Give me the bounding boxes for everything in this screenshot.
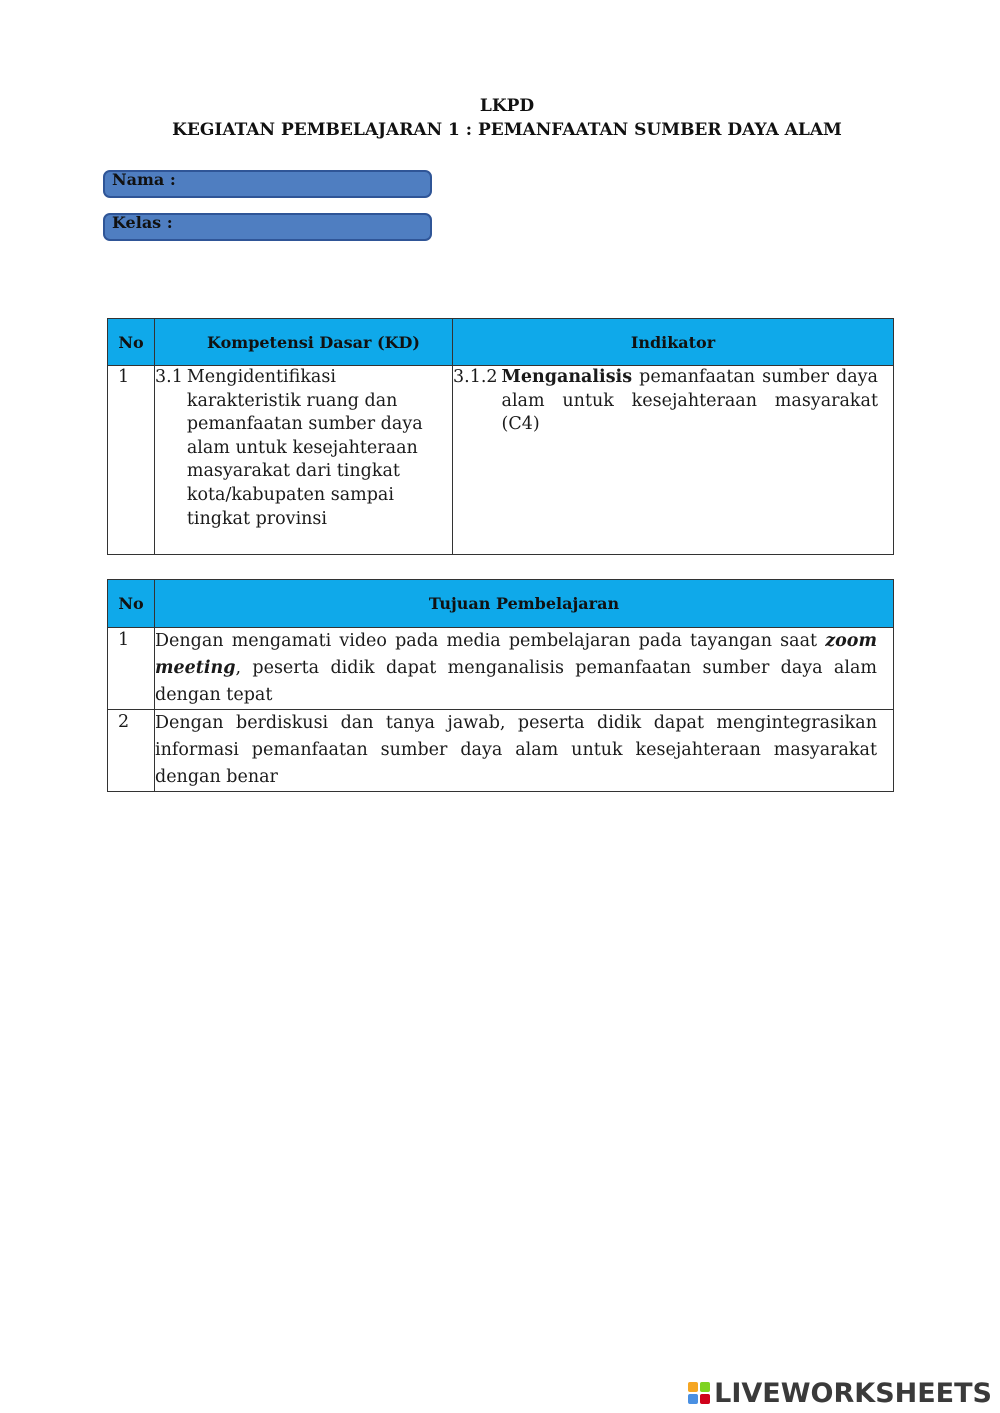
logo-square bbox=[688, 1394, 698, 1404]
tp-row-text: Dengan berdiskusi dan tanya jawab, peserta didik dapat mengintegrasikan informasi pemanfaatan sumber daya alam untuk kesejahteraan masyarakat dengan benar bbox=[155, 710, 894, 792]
indikator-rest: pemanfaatan sumber daya alam untuk kesejahteraan masyarakat (C4) bbox=[501, 367, 878, 435]
table-row bbox=[108, 628, 894, 710]
page-subtitle: KEGIATAN PEMBELAJARAN 1 : PEMANFAATAN SUMBER DAYA ALAM bbox=[172, 120, 842, 140]
indikator-cell bbox=[453, 366, 894, 555]
kd-text: Mengidentifikasi karakteristik ruang dan pemanfaatan sumber daya alam untuk kesejahteraan masyarakat dari tingkat kota/kabupaten sampai tingkat provinsi bbox=[186, 367, 423, 529]
kd-cell bbox=[155, 366, 453, 555]
table-row bbox=[108, 710, 894, 792]
tp-header-no: No bbox=[108, 580, 155, 628]
kd-row-no: 1 bbox=[108, 366, 155, 555]
tp-row-text bbox=[155, 628, 894, 710]
kd-header-indikator: Indikator bbox=[453, 319, 894, 366]
logo-text: LIVEWORKSHEETS bbox=[714, 1377, 992, 1409]
kd-header-kd: Kompetensi Dasar (KD) bbox=[155, 319, 453, 366]
indikator-verb: Menganalisis bbox=[501, 367, 633, 387]
indikator-code: 3.1.2 bbox=[453, 367, 498, 387]
nama-field[interactable] bbox=[103, 170, 432, 198]
kelas-field[interactable] bbox=[103, 213, 432, 241]
tp-header-tujuan: Tujuan Pembelajaran bbox=[155, 580, 894, 628]
tp-row-no: 1 bbox=[108, 628, 155, 710]
tp-text-post: , peserta didik dapat menganalisis pemanfaatan sumber daya alam dengan tepat bbox=[155, 658, 877, 705]
tp-text-emph: zoom meeting bbox=[155, 631, 877, 678]
page-title: LKPD bbox=[479, 96, 535, 116]
logo-square bbox=[700, 1394, 710, 1404]
logo-square bbox=[688, 1382, 698, 1392]
indikator-text bbox=[502, 366, 893, 437]
liveworksheets-logo bbox=[688, 1376, 992, 1410]
tp-table-header-row bbox=[108, 580, 894, 628]
logo-mark-icon bbox=[688, 1382, 710, 1404]
logo-square bbox=[700, 1382, 710, 1392]
kelas-label: Kelas : bbox=[112, 213, 173, 232]
tp-text-pre: Dengan mengamati video pada media pembelajaran pada tayangan saat bbox=[155, 631, 826, 651]
kd-table bbox=[107, 318, 894, 555]
tp-row-no: 2 bbox=[108, 710, 155, 792]
table-row bbox=[108, 366, 894, 555]
kd-table-header-row bbox=[108, 319, 894, 366]
kd-header-no: No bbox=[108, 319, 155, 366]
tp-table bbox=[107, 579, 894, 792]
kd-code: 3.1 bbox=[155, 367, 183, 387]
nama-label: Nama : bbox=[112, 170, 176, 189]
